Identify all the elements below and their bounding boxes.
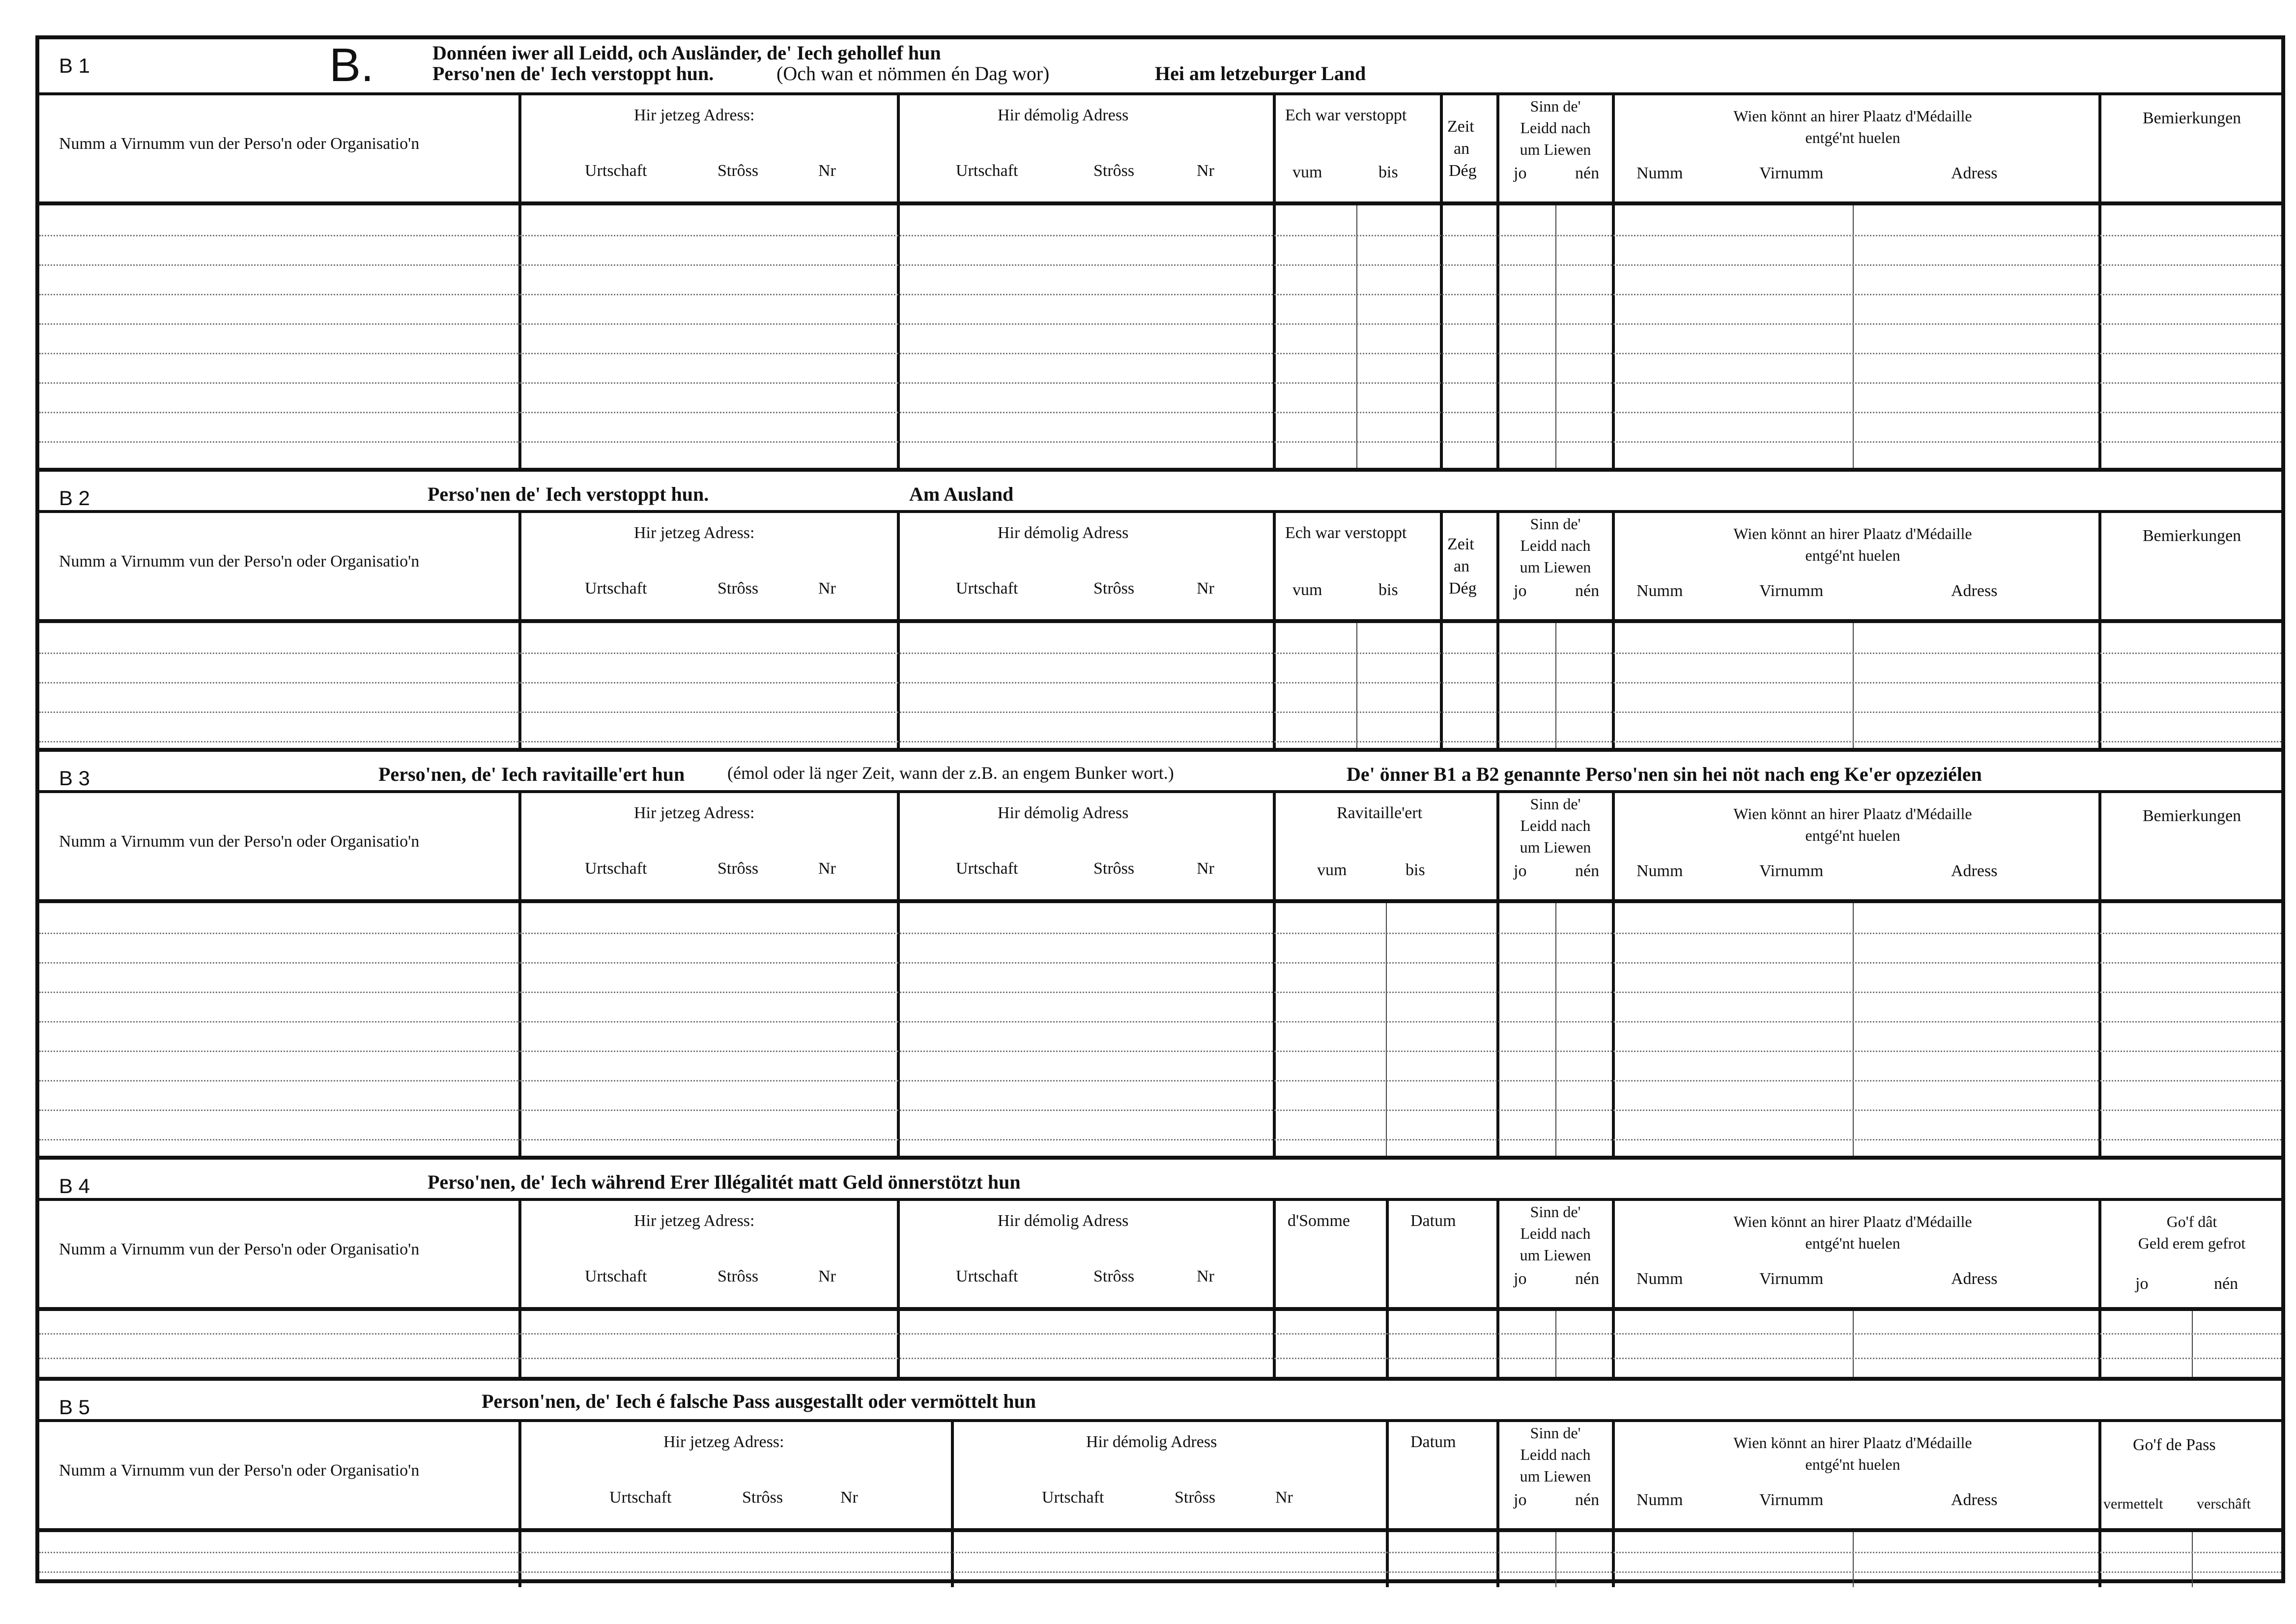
col-surname: Numm	[1636, 582, 1683, 600]
col-to: bis	[1378, 581, 1398, 599]
hdr-leidd: Leidd nach	[1520, 1225, 1591, 1242]
col-remarks: Bemierkungen	[2143, 109, 2241, 127]
section-title-note: (émol oder lä nger Zeit, wann der z.B. an engem Bunker wort.)	[727, 763, 1174, 783]
col-issued: verschâft	[2197, 1496, 2251, 1512]
hdr-leidd: Leidd nach	[1520, 119, 1591, 137]
col-firstname: Virnumm	[1759, 862, 1824, 880]
section-title-instruction: De' önner B1 a B2 genannte Perso'nen sin hei nöt nach eng Ke'er opzeziélen	[1347, 763, 1982, 785]
section-b2	[39, 472, 2281, 752]
table-body	[39, 1532, 2281, 1587]
col-current-address: Hir jetzeg Adress:	[634, 524, 755, 542]
col-surname: Numm	[1636, 1270, 1683, 1288]
col-to: bis	[1406, 861, 1425, 879]
col-current-address: Hir jetzeg Adress:	[663, 1433, 784, 1451]
col-number: Nr	[1275, 1488, 1293, 1507]
section-code: B 3	[59, 767, 90, 790]
hdr-sinn: Sinn de'	[1530, 1203, 1581, 1221]
col-money-asked-back	[2108, 1211, 2275, 1254]
col-firstname: Virnumm	[1759, 164, 1824, 182]
hdr-money1: Go'f dât	[2166, 1213, 2217, 1230]
col-number: Nr	[1197, 579, 1214, 598]
col-sum: d'Somme	[1288, 1212, 1350, 1230]
col-yes: jo	[1514, 862, 1527, 880]
col-from: vum	[1292, 163, 1322, 181]
col-no: nén	[1575, 1270, 1600, 1288]
col-no: nén	[1575, 1491, 1600, 1509]
col-name: Numm a Virnumm vun der Perso'n oder Organisatio'n	[59, 1240, 420, 1258]
col-date: Datum	[1410, 1433, 1456, 1451]
col-hidden: Ech war verstoppt	[1285, 524, 1407, 542]
col-street: Strôss	[718, 162, 759, 180]
col-yes: jo	[1514, 164, 1527, 182]
col-medal	[1661, 1211, 2044, 1254]
col-address: Adress	[1951, 1270, 1998, 1288]
col-former-address: Hir démolig Adress	[998, 106, 1129, 124]
col-medal	[1661, 1432, 2044, 1475]
col-locality: Urtschaft	[609, 1488, 672, 1507]
section-code: B 4	[59, 1174, 90, 1197]
col-number: Nr	[818, 579, 836, 598]
hdr-sinn: Sinn de'	[1530, 1424, 1581, 1442]
col-an: an	[1454, 140, 1470, 158]
hdr-medal1: Wien könnt an hirer Plaatz d'Médaille	[1733, 1434, 1972, 1452]
col-date: Datum	[1410, 1212, 1456, 1230]
table-body	[39, 903, 2281, 1156]
hdr-liewen: um Liewen	[1520, 558, 1591, 576]
hdr-medal2: entgé'nt huelen	[1805, 1455, 1900, 1473]
section-code: B 5	[59, 1396, 90, 1419]
col-number: Nr	[840, 1488, 858, 1507]
col-number: Nr	[1197, 859, 1214, 878]
col-address: Adress	[1951, 164, 1998, 182]
col-hidden: Ech war verstoppt	[1285, 106, 1407, 124]
col-from: vum	[1292, 581, 1322, 599]
part-letter: B.	[329, 39, 374, 91]
hdr-medal2: entgé'nt huelen	[1805, 1234, 1900, 1252]
section-b3	[39, 752, 2281, 1160]
section-title-line2: Perso'nen de' Iech verstoppt hun.	[432, 62, 714, 85]
col-an: an	[1454, 557, 1470, 575]
section-b4	[39, 1160, 2281, 1381]
col-locality: Urtschaft	[585, 859, 647, 878]
hdr-leidd: Leidd nach	[1520, 817, 1591, 834]
col-firstname: Virnumm	[1759, 1270, 1824, 1288]
hdr-medal1: Wien könnt an hirer Plaatz d'Médaille	[1733, 805, 1972, 823]
col-name: Numm a Virnumm vun der Perso'n oder Organisatio'n	[59, 832, 420, 851]
table-header	[39, 790, 2281, 903]
hdr-medal1: Wien könnt an hirer Plaatz d'Médaille	[1733, 1213, 1972, 1230]
table-header	[39, 1198, 2281, 1311]
col-street: Strôss	[718, 1267, 759, 1285]
col-time: Zeit	[1447, 117, 1474, 136]
hdr-medal2: entgé'nt huelen	[1805, 826, 1900, 844]
col-locality: Urtschaft	[585, 162, 647, 180]
col-current-address: Hir jetzeg Adress:	[634, 804, 755, 822]
col-medal	[1661, 803, 2044, 846]
col-time: Zeit	[1447, 535, 1474, 553]
col-street: Strôss	[742, 1488, 783, 1507]
section-title: Perso'nen, de' Iech während Erer Illégalitét matt Geld önnerstötzt hun	[428, 1171, 1021, 1193]
col-days: Dég	[1449, 162, 1477, 180]
section-title: Person'nen, de' Iech é falsche Pass ausgestallt oder vermöttelt hun	[482, 1390, 1036, 1412]
col-yes: jo	[1514, 1270, 1527, 1288]
section-title: Perso'nen de' Iech verstoppt hun.	[428, 483, 709, 505]
table-body	[39, 623, 2281, 748]
hdr-leidd: Leidd nach	[1520, 537, 1591, 554]
col-remarks: Bemierkungen	[2143, 527, 2241, 545]
hdr-liewen: um Liewen	[1520, 141, 1591, 158]
col-number: Nr	[1197, 1267, 1214, 1285]
col-no: nén	[1575, 862, 1600, 880]
col-locality: Urtschaft	[585, 1267, 647, 1285]
hdr-medal2: entgé'nt huelen	[1805, 129, 1900, 146]
hdr-sinn: Sinn de'	[1530, 97, 1581, 115]
col-number: Nr	[1197, 162, 1214, 180]
hdr-medal1: Wien könnt an hirer Plaatz d'Médaille	[1733, 107, 1972, 125]
table-body	[39, 1311, 2281, 1377]
hdr-liewen: um Liewen	[1520, 838, 1591, 856]
col-medal	[1661, 523, 2044, 566]
col-number: Nr	[818, 859, 836, 878]
col-street: Strôss	[1093, 162, 1135, 180]
col-street: Strôss	[718, 859, 759, 878]
form-frame	[35, 35, 2285, 1583]
col-name: Numm a Virnumm vun der Perso'n oder Organisatio'n	[59, 552, 420, 570]
col-still-alive	[1504, 1201, 1607, 1266]
col-number: Nr	[818, 1267, 836, 1285]
col-no: nén	[2214, 1275, 2239, 1293]
col-still-alive	[1504, 793, 1607, 858]
col-no: nén	[1575, 164, 1600, 182]
col-former-address: Hir démolig Adress	[998, 804, 1129, 822]
section-code: B 2	[59, 486, 90, 510]
col-still-alive	[1504, 1422, 1607, 1487]
col-street: Strôss	[718, 579, 759, 598]
col-remarks: Bemierkungen	[2143, 807, 2241, 825]
col-yes: jo	[2135, 1275, 2149, 1293]
section-title-b1	[39, 39, 2281, 93]
hdr-money2: Geld erem gefrot	[2138, 1234, 2246, 1252]
hdr-liewen: um Liewen	[1520, 1246, 1591, 1264]
table-body	[39, 205, 2281, 468]
hdr-sinn: Sinn de'	[1530, 515, 1581, 533]
col-yes: jo	[1514, 1491, 1527, 1509]
col-address: Adress	[1951, 1491, 1998, 1509]
table-header	[39, 92, 2281, 205]
col-firstname: Virnumm	[1759, 1491, 1824, 1509]
col-firstname: Virnumm	[1759, 582, 1824, 600]
col-street: Strôss	[1093, 859, 1135, 878]
section-title-line1: Donnéen iwer all Leidd, och Ausländer, de' Iech gehollef hun	[432, 42, 941, 64]
col-street: Strôss	[1175, 1488, 1216, 1507]
col-surname: Numm	[1636, 862, 1683, 880]
col-former-address: Hir démolig Adress	[998, 524, 1129, 542]
hdr-sinn: Sinn de'	[1530, 795, 1581, 813]
col-supplied: Ravitaille'ert	[1337, 804, 1423, 822]
section-title-location: Am Ausland	[909, 483, 1014, 505]
col-no: nén	[1575, 582, 1600, 600]
col-locality: Urtschaft	[956, 579, 1018, 598]
col-street: Strôss	[1093, 579, 1135, 598]
col-to: bis	[1378, 163, 1398, 181]
col-locality: Urtschaft	[956, 859, 1018, 878]
col-current-address: Hir jetzeg Adress:	[634, 1212, 755, 1230]
section-code: B 1	[59, 54, 90, 77]
col-locality: Urtschaft	[585, 579, 647, 598]
col-still-alive	[1504, 513, 1607, 578]
section-b1	[39, 39, 2281, 472]
col-address: Adress	[1951, 582, 1998, 600]
col-locality: Urtschaft	[956, 1267, 1018, 1285]
section-title-note: (Och wan et nömmen én Dag wor)	[776, 62, 1050, 85]
section-title-location: Hei am letzeburger Land	[1155, 62, 1366, 85]
col-still-alive	[1504, 95, 1607, 160]
col-pass: Go'f de Pass	[2133, 1436, 2216, 1454]
col-days: Dég	[1449, 579, 1477, 598]
col-from: vum	[1317, 861, 1347, 879]
table-header	[39, 510, 2281, 623]
col-locality: Urtschaft	[956, 162, 1018, 180]
col-medal	[1661, 105, 2044, 148]
col-current-address: Hir jetzeg Adress:	[634, 106, 755, 124]
col-number: Nr	[818, 162, 836, 180]
col-mediated: vermettelt	[2103, 1496, 2163, 1512]
col-street: Strôss	[1093, 1267, 1135, 1285]
col-yes: jo	[1514, 582, 1527, 600]
col-name: Numm a Virnumm vun der Perso'n oder Organisatio'n	[59, 135, 420, 153]
col-surname: Numm	[1636, 164, 1683, 182]
col-former-address: Hir démolig Adress	[1086, 1433, 1217, 1451]
col-address: Adress	[1951, 862, 1998, 880]
col-former-address: Hir démolig Adress	[998, 1212, 1129, 1230]
hdr-leidd: Leidd nach	[1520, 1446, 1591, 1463]
col-surname: Numm	[1636, 1491, 1683, 1509]
col-locality: Urtschaft	[1042, 1488, 1104, 1507]
section-title: Perso'nen, de' Iech ravitaille'ert hun	[378, 763, 685, 785]
hdr-liewen: um Liewen	[1520, 1467, 1591, 1485]
table-header	[39, 1419, 2281, 1532]
hdr-medal1: Wien könnt an hirer Plaatz d'Médaille	[1733, 525, 1972, 542]
section-b5	[39, 1381, 2281, 1587]
hdr-medal2: entgé'nt huelen	[1805, 546, 1900, 564]
col-name: Numm a Virnumm vun der Perso'n oder Organisatio'n	[59, 1461, 420, 1480]
